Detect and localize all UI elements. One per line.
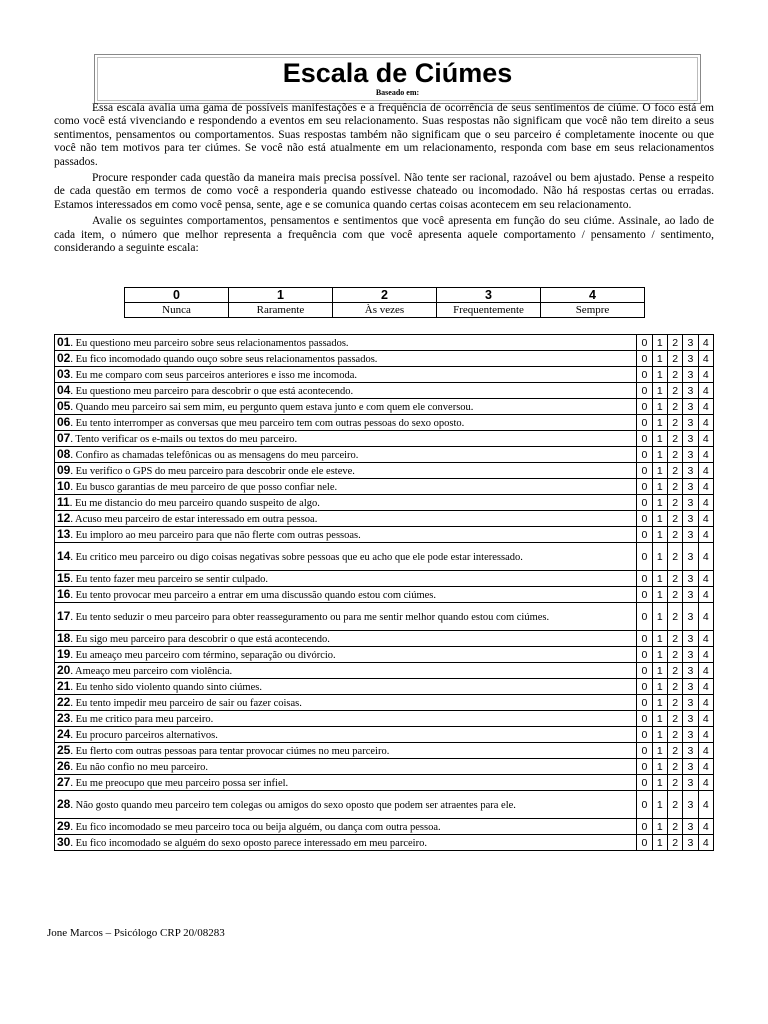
question-cell <box>55 415 637 431</box>
answer-option[interactable]: 1 <box>652 399 667 415</box>
question-text: . Eu me comparo com seus parceiros anteriores e isso me incomoda. <box>70 369 357 381</box>
answer-option[interactable]: 3 <box>683 431 698 447</box>
question-number: 10 <box>57 478 71 493</box>
answer-option[interactable]: 4 <box>698 495 713 511</box>
question-text: . Eu questiono meu parceiro sobre seus relacionamentos passados. <box>70 337 349 349</box>
question-cell <box>55 351 637 367</box>
answer-option[interactable]: 1 <box>652 415 667 431</box>
answer-option[interactable]: 3 <box>683 759 698 775</box>
answer-option[interactable]: 1 <box>652 367 667 383</box>
answer-option[interactable]: 3 <box>683 415 698 431</box>
answer-option[interactable]: 2 <box>667 479 682 495</box>
answer-option[interactable]: 2 <box>667 335 682 351</box>
question-number: 20 <box>57 662 71 677</box>
question-text: . Eu busco garantias de meu parceiro de que posso confiar nele. <box>70 481 338 493</box>
question-number: 04 <box>57 382 71 397</box>
answer-option[interactable]: 3 <box>683 383 698 399</box>
answer-option[interactable]: 1 <box>652 351 667 367</box>
answer-option[interactable]: 2 <box>667 647 682 663</box>
answer-option[interactable]: 2 <box>667 835 682 851</box>
answer-option[interactable]: 3 <box>683 679 698 695</box>
question-number: 27 <box>57 774 71 789</box>
scale-value: 1 <box>229 288 333 303</box>
question-row <box>55 819 714 835</box>
answer-option[interactable]: 0 <box>637 495 652 511</box>
answer-option[interactable]: 2 <box>667 351 682 367</box>
answer-option[interactable]: 2 <box>667 447 682 463</box>
answer-option[interactable]: 0 <box>637 647 652 663</box>
answer-option[interactable]: 0 <box>637 603 652 631</box>
answer-option[interactable]: 2 <box>667 759 682 775</box>
answer-option[interactable]: 3 <box>683 603 698 631</box>
question-cell <box>55 631 637 647</box>
answer-option[interactable]: 0 <box>637 335 652 351</box>
question-text: . Não gosto quando meu parceiro tem colegas ou amigos do sexo oposto que podem ser atraentes para ele. <box>70 799 516 811</box>
answer-option[interactable]: 1 <box>652 695 667 711</box>
question-text: . Eu critico meu parceiro ou digo coisas negativas sobre pessoas que eu acho que ele pode estar interessado. <box>70 551 523 563</box>
intro-paragraph-3: Avalie os seguintes comportamentos, pensamentos e sentimentos que você apresenta em função do seu ciúme. Assinale, ao lado de cada item, o número que melhor representa a frequência com que você apresenta aquele comportamento / pensamento / sentimento, considerando a seguinte escala: <box>54 215 714 255</box>
answer-option[interactable]: 1 <box>652 727 667 743</box>
question-text: . Eu tento fazer meu parceiro se sentir culpado. <box>70 573 269 585</box>
answer-option[interactable]: 1 <box>652 431 667 447</box>
answer-option[interactable]: 0 <box>637 479 652 495</box>
answer-option[interactable]: 4 <box>698 835 713 851</box>
answer-option[interactable]: 4 <box>698 711 713 727</box>
question-number: 23 <box>57 710 71 725</box>
answer-option[interactable]: 4 <box>698 819 713 835</box>
intro-text <box>54 102 714 258</box>
answer-option[interactable]: 0 <box>637 367 652 383</box>
answer-option[interactable]: 1 <box>652 679 667 695</box>
answer-option[interactable]: 0 <box>637 711 652 727</box>
question-text: . Acuso meu parceiro de estar interessado em outra pessoa. <box>70 513 318 525</box>
intro-paragraph-1: Essa escala avalia uma gama de possíveis manifestações e a frequência de ocorrência de seus sentimentos de ciúme. O foco está em como você está vivenciando e respondendo a eventos em seu relacionamento. Suas respostas não significam que você não tem direito a seus sentimentos, pensamentos ou comportamentos. Suas respostas também não significam que o seu parceiro é completamente inocente ou que você não tem motivos para ter ciúmes. Se você não está atualmente em um relacionamento, responda com base em seus relacionamentos passados. <box>54 102 714 168</box>
question-number: 18 <box>57 630 71 645</box>
question-number: 07 <box>57 430 71 445</box>
question-row <box>55 447 714 463</box>
question-text: . Eu verifico o GPS do meu parceiro para descobrir onde ele esteve. <box>70 465 355 477</box>
question-cell <box>55 527 637 543</box>
answer-option[interactable]: 0 <box>637 383 652 399</box>
question-number: 12 <box>57 510 71 525</box>
answer-option[interactable]: 0 <box>637 775 652 791</box>
question-row <box>55 527 714 543</box>
answer-option[interactable]: 4 <box>698 791 713 819</box>
question-number: 01 <box>57 334 71 349</box>
answer-option[interactable]: 2 <box>667 743 682 759</box>
question-row <box>55 791 714 819</box>
question-cell <box>55 367 637 383</box>
answer-option[interactable]: 2 <box>667 603 682 631</box>
question-text: . Eu sigo meu parceiro para descobrir o que está acontecendo. <box>70 633 330 645</box>
answer-option[interactable]: 0 <box>637 727 652 743</box>
answer-option[interactable]: 3 <box>683 571 698 587</box>
question-number: 17 <box>57 608 71 623</box>
question-number: 26 <box>57 758 71 773</box>
answer-option[interactable]: 3 <box>683 511 698 527</box>
answer-option[interactable]: 4 <box>698 479 713 495</box>
answer-option[interactable]: 0 <box>637 399 652 415</box>
question-text: . Ameaço meu parceiro com violência. <box>70 665 233 677</box>
answer-option[interactable]: 0 <box>637 527 652 543</box>
answer-option[interactable]: 0 <box>637 759 652 775</box>
question-text: . Quando meu parceiro sai sem mim, eu pergunto quem estava junto e com quem ele conversou. <box>70 401 474 413</box>
question-number: 25 <box>57 742 71 757</box>
answer-option[interactable]: 0 <box>637 695 652 711</box>
question-row <box>55 399 714 415</box>
answer-option[interactable]: 3 <box>683 819 698 835</box>
footer-author: Jone Marcos – Psicólogo CRP 20/08283 <box>47 927 225 939</box>
answer-option[interactable]: 0 <box>637 679 652 695</box>
question-row <box>55 351 714 367</box>
answer-option[interactable]: 4 <box>698 587 713 603</box>
question-number: 03 <box>57 366 71 381</box>
answer-option[interactable]: 0 <box>637 663 652 679</box>
question-cell <box>55 571 637 587</box>
answer-option[interactable]: 3 <box>683 367 698 383</box>
question-number: 11 <box>57 494 70 509</box>
question-number: 19 <box>57 646 71 661</box>
answer-option[interactable]: 1 <box>652 335 667 351</box>
answer-option[interactable]: 0 <box>637 835 652 851</box>
answer-option[interactable]: 0 <box>637 631 652 647</box>
question-text: . Eu fico incomodado se meu parceiro toca ou beija alguém, ou dança com outra pessoa. <box>70 821 441 833</box>
answer-option[interactable]: 0 <box>637 463 652 479</box>
answer-option[interactable]: 0 <box>637 511 652 527</box>
question-row <box>55 415 714 431</box>
answer-option[interactable]: 4 <box>698 399 713 415</box>
answer-option[interactable]: 4 <box>698 647 713 663</box>
question-text: . Eu flerto com outras pessoas para tentar provocar ciúmes no meu parceiro. <box>70 745 390 757</box>
question-row <box>55 571 714 587</box>
question-text: . Eu me preocupo que meu parceiro possa ser infiel. <box>70 777 289 789</box>
question-row <box>55 587 714 603</box>
question-row <box>55 743 714 759</box>
question-cell <box>55 399 637 415</box>
answer-option[interactable]: 2 <box>667 727 682 743</box>
answer-option[interactable]: 2 <box>667 383 682 399</box>
answer-option[interactable]: 2 <box>667 511 682 527</box>
question-text: . Eu me distancio do meu parceiro quando suspeito de algo. <box>69 497 320 509</box>
question-row <box>55 711 714 727</box>
scale-value: 2 <box>333 288 437 303</box>
scale-label: Sempre <box>541 303 645 318</box>
question-cell <box>55 447 637 463</box>
answer-option[interactable]: 1 <box>652 383 667 399</box>
answer-option[interactable]: 2 <box>667 543 682 571</box>
answer-option[interactable]: 2 <box>667 367 682 383</box>
question-cell <box>55 543 637 571</box>
question-cell <box>55 479 637 495</box>
answer-option[interactable]: 1 <box>652 527 667 543</box>
answer-option[interactable]: 1 <box>652 463 667 479</box>
question-number: 02 <box>57 350 71 365</box>
question-row <box>55 695 714 711</box>
page-subtitle: Baseado em: <box>375 88 420 97</box>
scale-legend <box>124 287 645 318</box>
answer-option[interactable]: 4 <box>698 727 713 743</box>
answer-option[interactable]: 3 <box>683 463 698 479</box>
question-cell <box>55 679 637 695</box>
answer-option[interactable]: 0 <box>637 351 652 367</box>
scale-value: 0 <box>125 288 229 303</box>
question-text: . Eu tento seduzir o meu parceiro para obter reasseguramento ou para me sentir melhor quando estou com ciúmes. <box>70 611 550 623</box>
question-text: . Eu não confio no meu parceiro. <box>70 761 208 773</box>
answer-option[interactable]: 2 <box>667 819 682 835</box>
question-text: . Eu fico incomodado quando ouço sobre seus relacionamentos passados. <box>70 353 378 365</box>
question-row <box>55 759 714 775</box>
question-number: 13 <box>57 526 71 541</box>
answer-option[interactable]: 4 <box>698 431 713 447</box>
answer-option[interactable]: 2 <box>667 711 682 727</box>
answer-option[interactable]: 2 <box>667 775 682 791</box>
answer-option[interactable]: 3 <box>683 791 698 819</box>
answer-option[interactable]: 1 <box>652 495 667 511</box>
answer-option[interactable]: 4 <box>698 367 713 383</box>
question-cell <box>55 603 637 631</box>
scale-label: Frequentemente <box>437 303 541 318</box>
question-cell <box>55 495 637 511</box>
question-text: . Eu tento interromper as conversas que meu parceiro tem com outras pessoas do sexo oposto. <box>70 417 465 429</box>
answer-option[interactable]: 1 <box>652 663 667 679</box>
question-text: . Confiro as chamadas telefônicas ou as mensagens do meu parceiro. <box>70 449 359 461</box>
questionnaire-table <box>54 334 714 851</box>
answer-option[interactable]: 1 <box>652 447 667 463</box>
answer-option[interactable]: 2 <box>667 527 682 543</box>
answer-option[interactable]: 4 <box>698 447 713 463</box>
question-row <box>55 543 714 571</box>
answer-option[interactable]: 4 <box>698 679 713 695</box>
answer-option[interactable]: 3 <box>683 835 698 851</box>
question-cell <box>55 663 637 679</box>
answer-option[interactable]: 2 <box>667 631 682 647</box>
answer-option[interactable]: 1 <box>652 775 667 791</box>
scale-label: Nunca <box>125 303 229 318</box>
scale-value: 4 <box>541 288 645 303</box>
answer-option[interactable]: 1 <box>652 743 667 759</box>
answer-option[interactable]: 1 <box>652 543 667 571</box>
question-row <box>55 679 714 695</box>
scale-label: Às vezes <box>333 303 437 318</box>
question-number: 30 <box>57 834 71 849</box>
question-number: 24 <box>57 726 71 741</box>
answer-option[interactable]: 1 <box>652 479 667 495</box>
answer-option[interactable]: 1 <box>652 819 667 835</box>
answer-option[interactable]: 4 <box>698 527 713 543</box>
answer-option[interactable]: 2 <box>667 399 682 415</box>
answer-option[interactable]: 2 <box>667 663 682 679</box>
question-text: . Eu tento impedir meu parceiro de sair ou fazer coisas. <box>70 697 302 709</box>
scale-label: Raramente <box>229 303 333 318</box>
answer-option[interactable]: 3 <box>683 587 698 603</box>
question-row <box>55 511 714 527</box>
answer-option[interactable]: 3 <box>683 631 698 647</box>
question-row <box>55 431 714 447</box>
question-row <box>55 463 714 479</box>
question-cell <box>55 835 637 851</box>
title-box <box>94 54 701 104</box>
answer-option[interactable]: 4 <box>698 415 713 431</box>
question-cell <box>55 819 637 835</box>
question-cell <box>55 587 637 603</box>
answer-option[interactable]: 2 <box>667 679 682 695</box>
question-cell <box>55 431 637 447</box>
question-number: 15 <box>57 570 71 585</box>
answer-option[interactable]: 3 <box>683 399 698 415</box>
answer-option[interactable]: 3 <box>683 711 698 727</box>
answer-option[interactable]: 0 <box>637 819 652 835</box>
answer-option[interactable]: 3 <box>683 647 698 663</box>
question-row <box>55 727 714 743</box>
answer-option[interactable]: 0 <box>637 543 652 571</box>
answer-option[interactable]: 4 <box>698 463 713 479</box>
answer-option[interactable]: 1 <box>652 647 667 663</box>
question-row <box>55 479 714 495</box>
question-text: . Eu procuro parceiros alternativos. <box>70 729 218 741</box>
page-title: Escala de Ciúmes <box>282 58 513 88</box>
question-cell <box>55 647 637 663</box>
answer-option[interactable]: 1 <box>652 631 667 647</box>
answer-option[interactable]: 3 <box>683 695 698 711</box>
answer-option[interactable]: 0 <box>637 431 652 447</box>
answer-option[interactable]: 4 <box>698 543 713 571</box>
answer-option[interactable]: 2 <box>667 791 682 819</box>
question-cell <box>55 775 637 791</box>
answer-option[interactable]: 4 <box>698 335 713 351</box>
question-number: 22 <box>57 694 71 709</box>
question-number: 21 <box>57 678 71 693</box>
question-cell <box>55 511 637 527</box>
answer-option[interactable]: 2 <box>667 415 682 431</box>
answer-option[interactable]: 2 <box>667 431 682 447</box>
answer-option[interactable]: 4 <box>698 631 713 647</box>
answer-option[interactable]: 3 <box>683 663 698 679</box>
answer-option[interactable]: 4 <box>698 759 713 775</box>
question-text: . Tento verificar os e-mails ou textos do meu parceiro. <box>70 433 298 445</box>
question-cell <box>55 463 637 479</box>
answer-option[interactable]: 0 <box>637 743 652 759</box>
question-cell <box>55 695 637 711</box>
answer-option[interactable]: 2 <box>667 495 682 511</box>
answer-option[interactable]: 4 <box>698 351 713 367</box>
question-number: 05 <box>57 398 71 413</box>
answer-option[interactable]: 0 <box>637 791 652 819</box>
question-row <box>55 775 714 791</box>
answer-option[interactable]: 3 <box>683 775 698 791</box>
question-row <box>55 631 714 647</box>
answer-option[interactable]: 3 <box>683 495 698 511</box>
answer-option[interactable]: 0 <box>637 447 652 463</box>
question-row <box>55 367 714 383</box>
question-number: 14 <box>57 548 71 563</box>
answer-option[interactable]: 1 <box>652 511 667 527</box>
question-cell <box>55 383 637 399</box>
answer-option[interactable]: 4 <box>698 603 713 631</box>
answer-option[interactable]: 4 <box>698 663 713 679</box>
answer-option[interactable]: 4 <box>698 695 713 711</box>
questionnaire-body <box>55 335 714 851</box>
answer-option[interactable]: 3 <box>683 351 698 367</box>
answer-option[interactable]: 0 <box>637 415 652 431</box>
question-row <box>55 835 714 851</box>
question-number: 08 <box>57 446 71 461</box>
question-row <box>55 335 714 351</box>
scale-value: 3 <box>437 288 541 303</box>
answer-option[interactable]: 4 <box>698 775 713 791</box>
answer-option[interactable]: 3 <box>683 447 698 463</box>
answer-option[interactable]: 2 <box>667 695 682 711</box>
answer-option[interactable]: 4 <box>698 511 713 527</box>
question-number: 16 <box>57 586 71 601</box>
answer-option[interactable]: 1 <box>652 603 667 631</box>
question-text: . Eu me critico para meu parceiro. <box>70 713 214 725</box>
question-text: . Eu questiono meu parceiro para descobrir o que está acontecendo. <box>70 385 354 397</box>
answer-option[interactable]: 4 <box>698 743 713 759</box>
question-number: 28 <box>57 796 71 811</box>
question-row <box>55 383 714 399</box>
answer-option[interactable]: 2 <box>667 463 682 479</box>
question-cell <box>55 791 637 819</box>
question-number: 06 <box>57 414 71 429</box>
question-cell <box>55 727 637 743</box>
question-text: . Eu fico incomodado se alguém do sexo oposto parece interessado em meu parceiro. <box>70 837 427 849</box>
answer-option[interactable]: 0 <box>637 587 652 603</box>
answer-option[interactable]: 3 <box>683 479 698 495</box>
answer-option[interactable]: 1 <box>652 791 667 819</box>
question-text: . Eu ameaço meu parceiro com término, separação ou divórcio. <box>70 649 336 661</box>
answer-option[interactable]: 3 <box>683 743 698 759</box>
question-text: . Eu imploro ao meu parceiro para que não flerte com outras pessoas. <box>70 529 361 541</box>
answer-option[interactable]: 3 <box>683 335 698 351</box>
question-row <box>55 647 714 663</box>
question-cell <box>55 743 637 759</box>
question-number: 09 <box>57 462 71 477</box>
question-text: . Eu tenho sido violento quando sinto ciúmes. <box>70 681 262 693</box>
answer-option[interactable]: 4 <box>698 383 713 399</box>
question-cell <box>55 759 637 775</box>
intro-paragraph-2: Procure responder cada questão da maneira mais precisa possível. Não tente ser racional, razoável ou bem ajustado. Pense a respeito de cada questão em termos de como você a responderia quando estivesse chateado ou incomodado. Não há respostas certas ou erradas. Estamos interessados em como você pensa, sente, age e se comunica quando certas coisas acontecem em seu relacionamento. <box>54 172 714 211</box>
answer-option[interactable]: 1 <box>652 711 667 727</box>
answer-option[interactable]: 2 <box>667 571 682 587</box>
question-row <box>55 663 714 679</box>
question-cell <box>55 711 637 727</box>
answer-option[interactable]: 1 <box>652 835 667 851</box>
answer-option[interactable]: 3 <box>683 527 698 543</box>
answer-option[interactable]: 1 <box>652 587 667 603</box>
answer-option[interactable]: 2 <box>667 587 682 603</box>
answer-option[interactable]: 0 <box>637 571 652 587</box>
question-number: 29 <box>57 818 71 833</box>
question-text: . Eu tento provocar meu parceiro a entrar em uma discussão quando estou com ciúmes. <box>70 589 436 601</box>
answer-option[interactable]: 4 <box>698 571 713 587</box>
answer-option[interactable]: 1 <box>652 759 667 775</box>
question-row <box>55 603 714 631</box>
answer-option[interactable]: 1 <box>652 571 667 587</box>
question-row <box>55 495 714 511</box>
answer-option[interactable]: 3 <box>683 727 698 743</box>
question-cell <box>55 335 637 351</box>
answer-option[interactable]: 3 <box>683 543 698 571</box>
